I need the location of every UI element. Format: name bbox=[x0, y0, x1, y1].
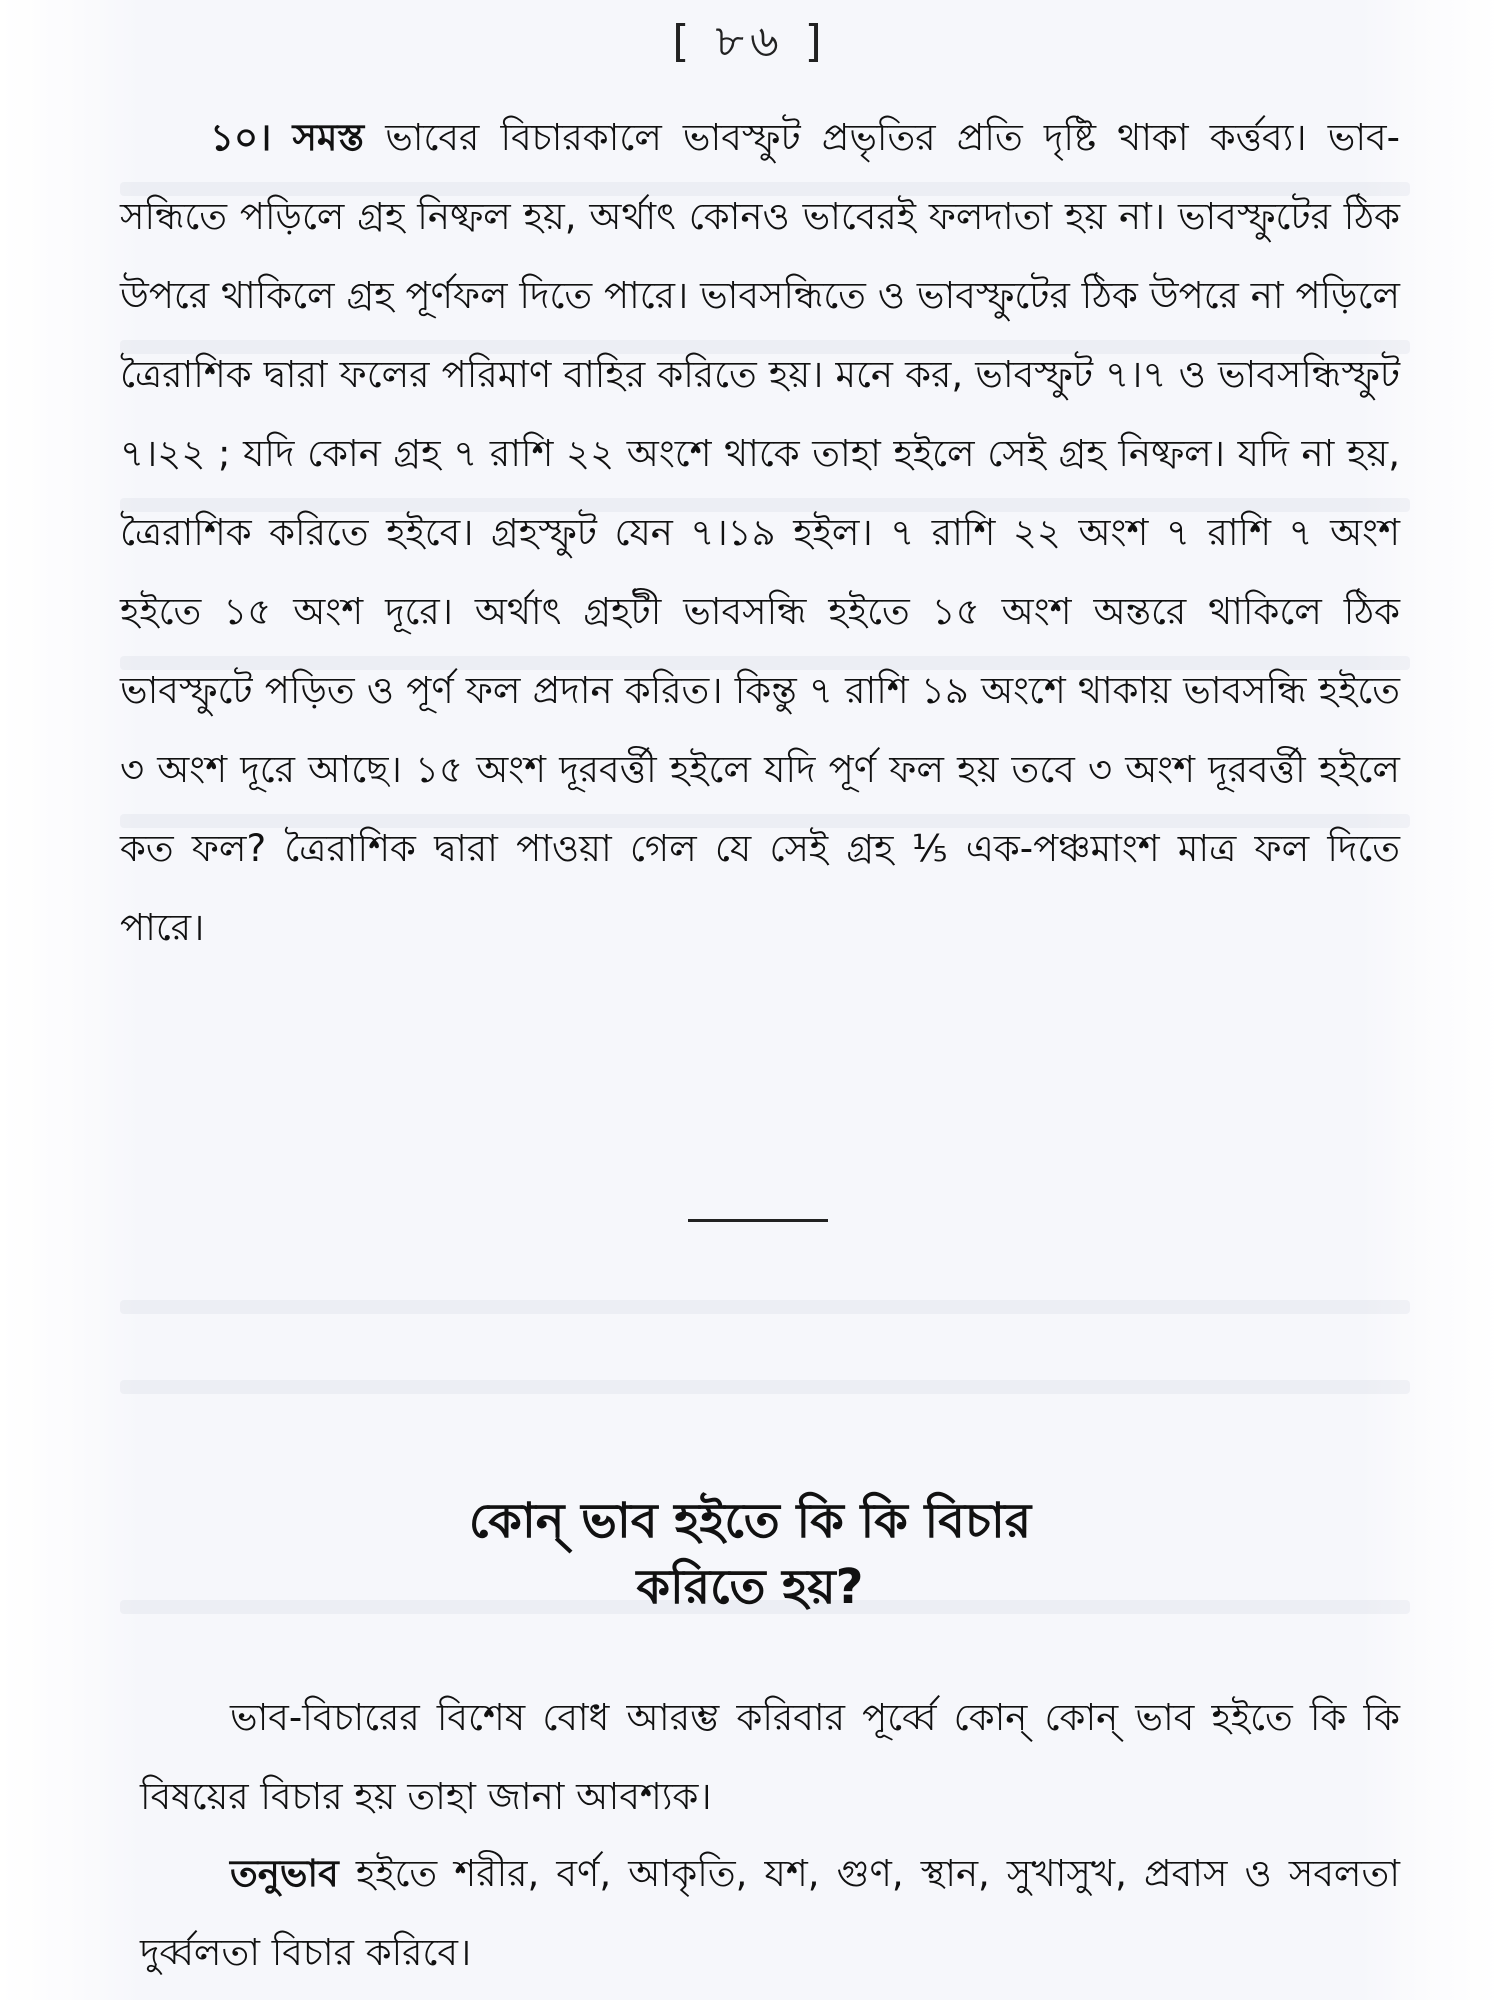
bleed-through-line bbox=[120, 1380, 1410, 1394]
section-heading-line-2: করিতে হয়? bbox=[636, 1559, 864, 1615]
bleed-through-line bbox=[120, 1300, 1410, 1314]
paragraph-3 bbox=[140, 1834, 1400, 1992]
page-number: [ ৮৬ ] bbox=[672, 16, 828, 67]
paragraph-1-text: ভাবের বিচারকালে ভাবস্ফুট প্রভৃতির প্রতি দৃষ্টি থাকা কর্ত্তব্য। ভাব-সন্ধিতে পড়িলে গ্রহ নিষ্ফল হয়, অর্থাৎ কোনও ভাবেরই ফলদাতা হয় না। ভাবস্ফুটের ঠিক উপরে থাকিলে গ্রহ পূর্ণফল দিতে পারে। ভাবসন্ধিতে ও ভাবস্ফুটের ঠিক উপরে না পড়িলে ত্রৈরাশিক দ্বারা ফলের পরিমাণ বাহির করিতে হয়। মনে কর, ভাবস্ফুট ৭।৭ ও ভাবসন্ধিস্ফুট ৭।২২ ; যদি কোন গ্রহ ৭ রাশি ২২ অংশে থাকে তাহা হইলে সেই গ্রহ নিষ্ফল। যদি না হয়, ত্রৈরাশিক করিতে হইবে। গ্রহস্ফুট যেন ৭।১৯ হইল। ৭ রাশি ২২ অংশ ৭ রাশি ৭ অংশ হইতে ১৫ অংশ দূরে। অর্থাৎ গ্রহটী ভাবসন্ধি হইতে ১৫ অংশ অন্তরে থাকিলে ঠিক ভাবস্ফুটে পড়িত ও পূর্ণ ফল প্রদান করিত। কিন্তু ৭ রাশি ১৯ অংশে থাকায় ভাবসন্ধি হইতে ৩ অংশ দূরে আছে। ১৫ অংশ দূরবর্ত্তী হইলে যদি পূর্ণ ফল হয় তবে ৩ অংশ দূরবর্ত্তী হইলে কত ফল? ত্রৈরাশিক দ্বারা পাওয়া গেল যে সেই গ্রহ ⅕ এক-পঞ্চমাংশ মাত্র ফল দিতে পারে। bbox=[120, 116, 1400, 949]
paragraph-lead-word: সমস্ত bbox=[292, 116, 365, 159]
section-divider bbox=[688, 1219, 828, 1222]
paragraph-3-lead-word: তনুভাব bbox=[230, 1852, 339, 1895]
paragraph-3-text: হইতে শরীর, বর্ণ, আকৃতি, যশ, গুণ, স্থান, সুখাসুখ, প্রবাস ও সবলতা দুর্ব্বলতা বিচার করিবে। bbox=[140, 1852, 1400, 1974]
section-heading bbox=[180, 1488, 1320, 1620]
paragraph-2: ভাব-বিচারের বিশেষ বোধ আরম্ভ করিবার পূর্ব্বে কোন্ কোন্ ভাব হইতে কি কি বিষয়ের বিচার হয় তাহা জানা আবশ্যক। bbox=[140, 1696, 1400, 1818]
paragraph-number: ১০। bbox=[210, 116, 272, 159]
section-heading-line-1: কোন্ ভাব হইতে কি কি বিচার bbox=[468, 1493, 1032, 1549]
paragraph-1 bbox=[120, 98, 1400, 967]
